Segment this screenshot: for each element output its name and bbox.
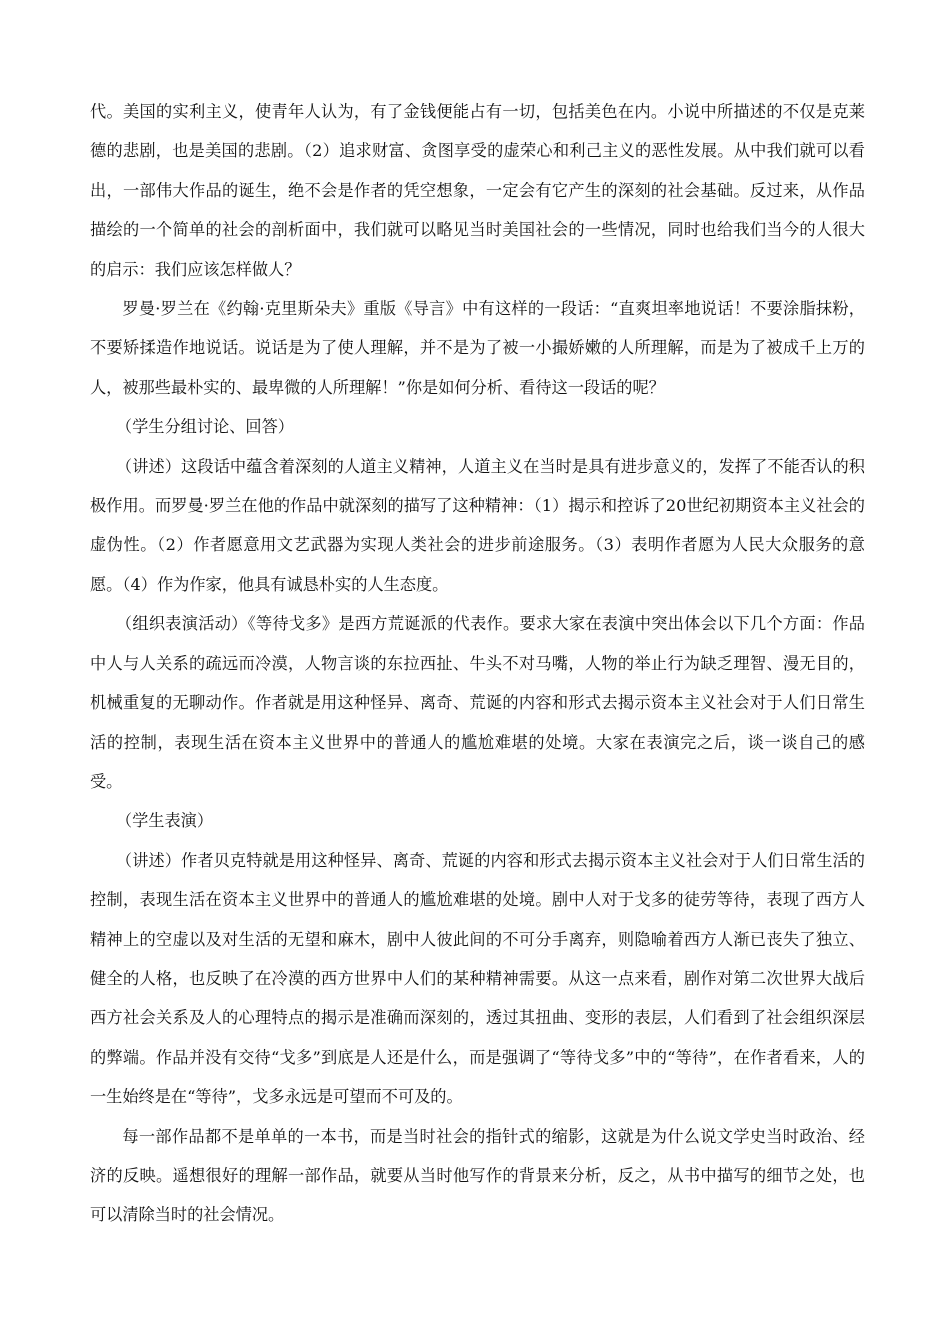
- paragraph-lecture-beckett: （讲述）作者贝克特就是用这种怪异、离奇、荒诞的内容和形式去揭示资本主义社会对于人们日常生活的控制，表现生活在资本主义世界中的普通人的尴尬难堪的处境。剧中人对于戈多的徒劳等待，表现了西方人精神上的空虚以及对生活的无望和麻木，剧中人彼此间的不可分手离弃，则隐喻着西方人渐已丧失了独立、健全的人格，也反映了在冷漠的西方世界中人们的某种精神需要。从这一点来看，剧作对第二次世界大战后西方社会关系及人的心理特点的揭示是准确而深刻的，透过其扭曲、变形的表层，人们看到了社会组织深层的弊端。作品并没有交待“戈多”到底是人还是什么，而是强调了“等待戈多”中的“等待”，在作者看来，人的一生始终是在“等待”，戈多永远是可望而不可及的。: [90, 850, 865, 1107]
- paragraph-student-discussion: （学生分组讨论、回答）: [115, 417, 294, 437]
- paragraph-student-performance: （学生表演）: [115, 811, 214, 831]
- paragraph-performance-activity: （组织表演活动）《等待戈多》是西方荒诞派的代表作。要求大家在表演中突出体会以下几个方面：作品中人与人关系的疏远而冷漠，人物言谈的东拉西扯、牛头不对马嘴，人物的举止行为缺乏理智、漫无目的，机械重复的无聊动作。作者就是用这种怪异、离奇、荒诞的内容和形式去揭示资本主义社会对于人们日常生活的控制，表现生活在资本主义世界中的普通人的尴尬难堪的处境。大家在表演完之后，谈一谈自己的感受。: [90, 614, 865, 791]
- paragraph-american-tragedy: 代。美国的实利主义，使青年人认为，有了金钱便能占有一切，包括美色在内。小说中所描述的不仅是克莱德的悲剧，也是美国的悲剧。（2）追求财富、贪图享受的虚荣心和利己主义的恶性发展。从中我们就可以看出，一部伟大作品的诞生，绝不会是作者的凭空想象，一定会有它产生的深刻的社会基础。反过来，从作品描绘的一个简单的社会的剖析面中，我们就可以略见当时美国社会的一些情况，同时也给我们当今的人很大的启示：我们应该怎样做人？: [90, 102, 865, 279]
- document-body: [90, 92, 865, 1235]
- paragraph-lecture-humanism: （讲述）这段话中蕴含着深刻的人道主义精神，人道主义在当时是具有进步意义的，发挥了不能否认的积极作用。而罗曼·罗兰在他的作品中就深刻的描写了这种精神：（1）揭示和控诉了20世纪初期资本主义社会的虚伪性。（2）作者愿意用文艺武器为实现人类社会的进步前途服务。（3）表明作者愿为人民大众服务的意愿。（4）作为作家，他具有诚恳朴实的人生态度。: [90, 456, 865, 594]
- paragraph-conclusion: 每一部作品都不是单单的一本书，而是当时社会的指针式的缩影，这就是为什么说文学史当时政治、经济的反映。遥想很好的理解一部作品，就要从当时他写作的背景来分析，反之，从书中描写的细节之处，也可以清除当时的社会情况。: [90, 1126, 865, 1225]
- paragraph-romain-rolland-quote: 罗曼·罗兰在《约翰·克里斯朵夫》重版《导言》中有这样的一段话：“直爽坦率地说话！不要涂脂抹粉，不要矫揉造作地说话。说话是为了使人理解，并不是为了被一小撮娇嫩的人所理解，而是为了被成千上万的人，被那些最朴实的、最卑微的人所理解！”你是如何分析、看待这一段话的呢？: [90, 299, 865, 397]
